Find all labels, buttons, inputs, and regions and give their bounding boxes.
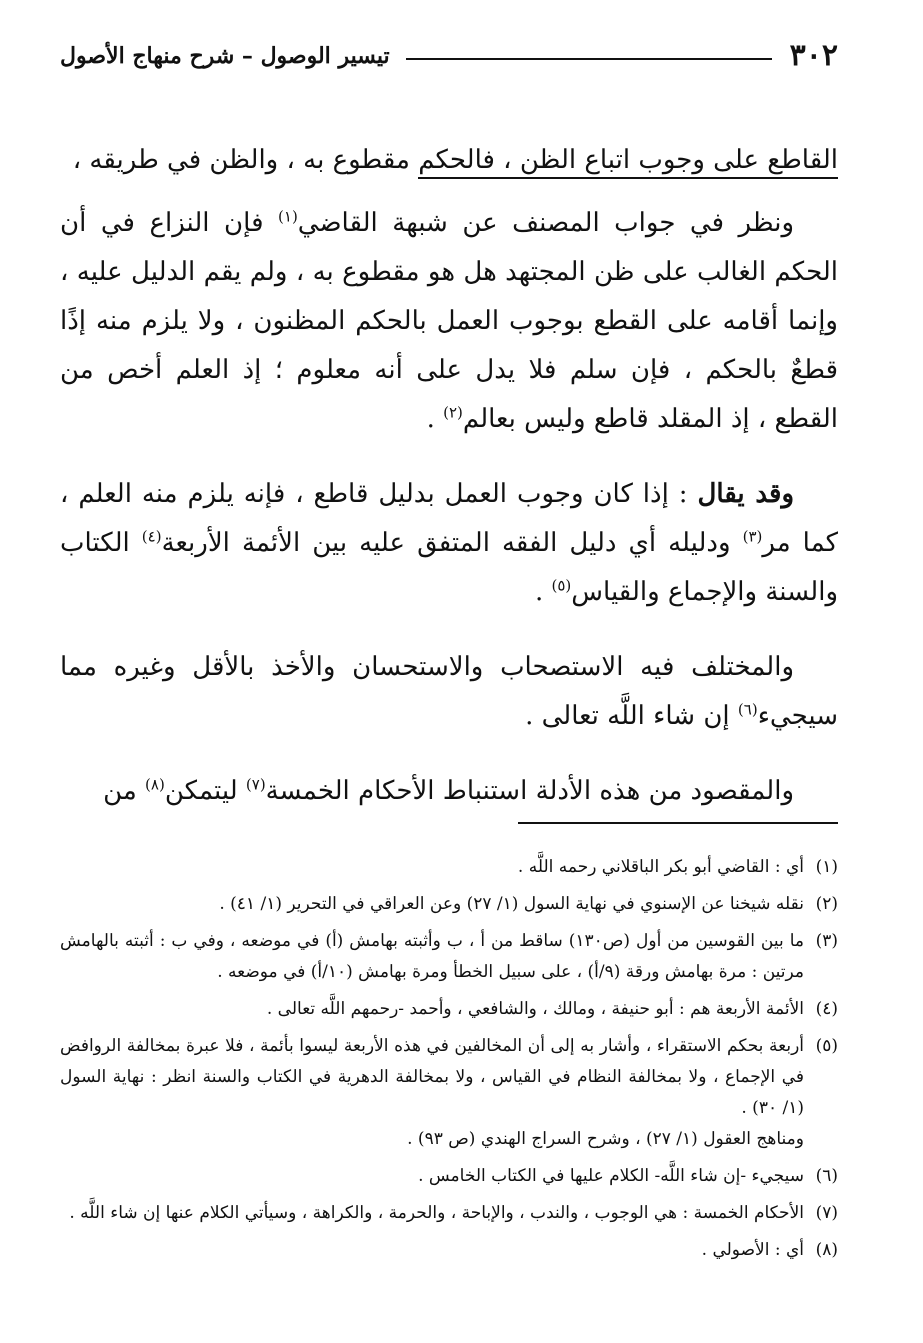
footnote-number: (٥) — [815, 1036, 838, 1056]
footnote-4 — [60, 994, 838, 1025]
paragraph-3 — [60, 643, 838, 741]
paragraph-4-text-c: من — [103, 776, 146, 806]
footnote-3 — [60, 926, 838, 988]
footnote-number: (٨) — [815, 1240, 838, 1260]
paragraph-2 — [60, 470, 838, 617]
footnote-line: ما بين القوسين من أول (ص١٣٠) ساقط من أ ، ب وأثبته بهامش (أ) في موضعه ، وفي ب : أثبته بالهامش مرتين : مرة بهامش ورقة (٩/أ) ، على سبيل الخطأ ومرة بهامش (١٠/أ) في موضعه . — [60, 931, 805, 982]
paragraph-3-text-b: إن شاء اللَّه تعالى . — [525, 701, 738, 731]
main-text — [60, 136, 838, 824]
footnote-ref-6[interactable]: (٦) — [737, 700, 758, 719]
footnote-text — [60, 926, 804, 988]
footnote-text — [60, 1031, 804, 1155]
paragraph-1-text-a: ونظر في جواب المصنف عن شبهة القاضي — [297, 208, 794, 238]
footnote-line: سيجيء -إن شاء اللَّه- الكلام عليها في الكتاب الخامس . — [418, 1166, 804, 1186]
paragraph-2-text-b: ودليله أي دليل الفقه المتفق عليه بين الأئمة الأربعة — [161, 528, 743, 558]
footnote-ref-5[interactable]: (٥) — [551, 576, 572, 595]
footnote-ref-8[interactable]: (٨) — [145, 775, 165, 794]
footnote-text — [60, 889, 804, 920]
page-number: ٣٠٢ — [789, 38, 838, 73]
paragraph-2-lead: وقد يقال — [697, 479, 794, 509]
footnote-2 — [60, 889, 838, 920]
paragraph-1-text-b: فإن النزاع في أن الحكم الغالب على ظن المجتهد هل هو مقطوع به ، ولم يقم الدليل عليه ، وإنما أقامه على القطع بوجوب العمل بالحكم المظنون ، ولا يلزم منه إذًا قطعٌ بالحكم ، فإن سلم فلا يدل على أنه معلوم ؛ إذ العلم أخص من القطع ، إذ المقلد قاطع وليس بعالم — [60, 208, 838, 434]
footnote-line: ومناهج العقول (١/ ٢٧) ، وشرح السراج الهندي (ص ٩٣) . — [407, 1129, 804, 1149]
footnote-number: (٦) — [815, 1166, 838, 1186]
footnote-text — [60, 994, 804, 1025]
footnote-text — [60, 852, 804, 883]
footnote-line: أي : القاضي أبو بكر الباقلاني رحمه اللَّه . — [517, 857, 804, 877]
running-header — [60, 30, 838, 82]
paragraph-2-text-d: . — [534, 577, 552, 607]
continuation-rest: مقطوع به ، والظن في طريقه ، — [72, 145, 419, 175]
footnote-line: الأحكام الخمسة : هي الوجوب ، والندب ، والإباحة ، والحرمة ، والكراهة ، وسيأتي الكلام عنها إن شاء اللَّه . — [69, 1203, 804, 1223]
book-title: تيسير الوصول – شرح منهاج الأصول — [60, 43, 390, 69]
footnote-line: أربعة بحكم الاستقراء ، وأشار به إلى أن المخالفين في هذه الأربعة ليسوا بأئمة ، فلا عبرة بمخالفة الروافض في الإجماع ، ولا بمخالفة النظام في القياس ، ولا بمخالفة الدهرية في الكتاب والسنة انظر : نهاية السول (١/ ٣٠) . — [60, 1036, 804, 1118]
footnote-ref-3[interactable]: (٣) — [742, 527, 763, 546]
footnote-number: (٣) — [815, 931, 838, 951]
paragraph-4-text-b: ليتمكن — [164, 776, 246, 806]
paragraph-3-text-a: والمختلف فيه الاستصحاب والاستحسان والأخذ بالأقل وغيره مما سيجيء — [60, 652, 838, 731]
footnote-ref-1[interactable]: (١) — [278, 207, 298, 226]
book-page — [60, 30, 838, 1272]
paragraph-1 — [60, 199, 838, 444]
footnote-line: الأئمة الأربعة هم : أبو حنيفة ، ومالك ، والشافعي ، وأحمد -رحمهم اللَّه تعالى . — [266, 999, 804, 1019]
paragraph-2-text-c: الكتاب والسنة والإجماع والقياس — [60, 528, 838, 607]
footnote-separator — [518, 822, 838, 824]
footnote-text — [60, 1198, 804, 1229]
footnote-line: نقله شيخنا عن الإسنوي في نهاية السول (١/ ٢٧) وعن العراقي في التحرير (١/ ٤١) . — [219, 894, 804, 914]
footnote-ref-4[interactable]: (٤) — [141, 527, 162, 546]
footnote-5 — [60, 1031, 838, 1155]
paragraph-4 — [60, 767, 838, 816]
footnote-number: (٤) — [815, 999, 838, 1019]
footnote-number: (٢) — [815, 894, 838, 914]
underlined-phrase: القاطع على وجوب اتباع الظن ، فالحكم — [418, 145, 838, 179]
footnotes — [60, 852, 838, 1266]
paragraph-4-text-a: والمقصود من هذه الأدلة استنباط الأحكام الخمسة — [265, 776, 794, 806]
paragraph-1-text-c: . — [426, 404, 444, 434]
footnote-6 — [60, 1161, 838, 1192]
header-rule — [406, 58, 772, 60]
footnote-line: أي : الأصولي . — [701, 1240, 804, 1260]
paragraph-2-text-a: : إذا كان وجوب العمل بدليل قاطع ، فإنه يلزم منه العلم ، كما مر — [60, 479, 838, 558]
footnote-8 — [60, 1235, 838, 1266]
footnote-ref-2[interactable]: (٢) — [443, 403, 463, 422]
footnote-ref-7[interactable]: (٧) — [245, 775, 266, 794]
footnote-7 — [60, 1198, 838, 1229]
footnote-number: (٧) — [815, 1203, 838, 1223]
footnote-number: (١) — [815, 857, 838, 877]
footnote-text — [60, 1235, 804, 1266]
footnote-1 — [60, 852, 838, 883]
continuation-line — [60, 136, 838, 185]
footnote-text — [60, 1161, 804, 1192]
